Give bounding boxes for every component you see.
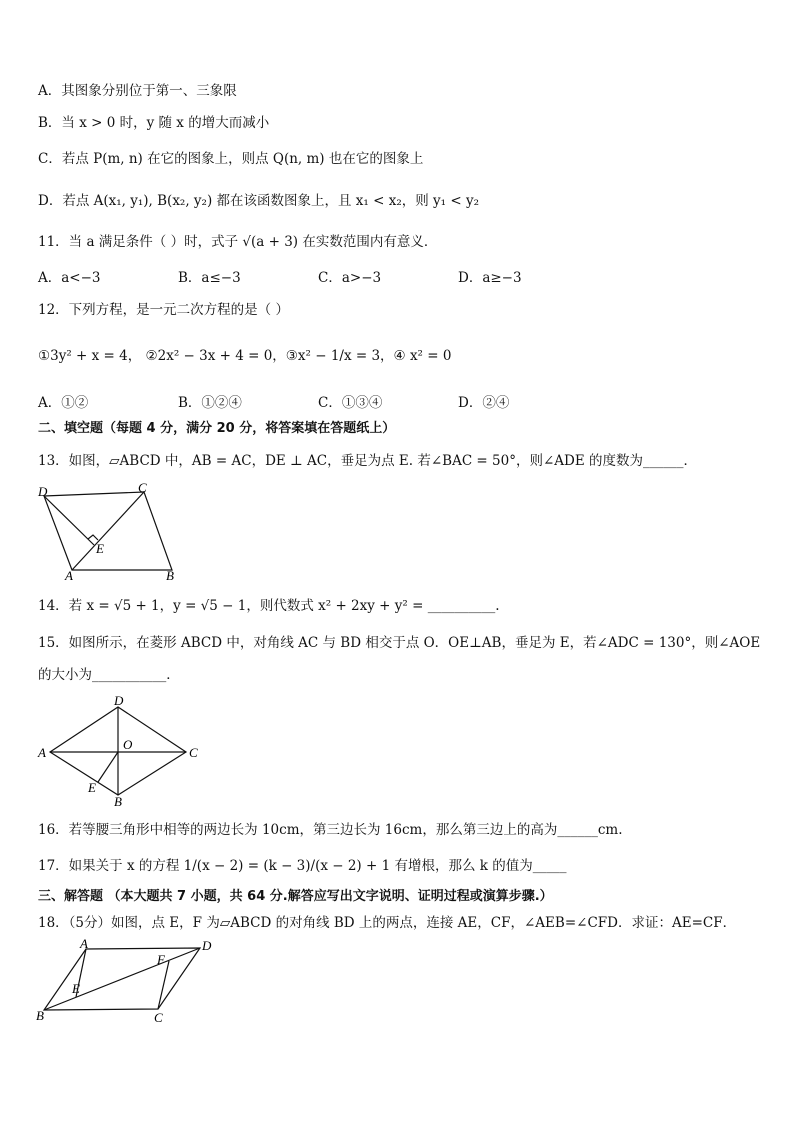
q15-line-1: 15．如图所示，在菱形 ABCD 中，对角线 AC 与 BD 相交于点 O．OE⊥AB，垂足为 E，若∠ADC = 130°，则∠AOE — [38, 635, 761, 651]
q13-parallelogram-figure — [30, 480, 190, 584]
q13-label-d: D — [38, 484, 48, 499]
q18-label-a: A — [80, 936, 88, 951]
q11-option-a: A．a<−3 — [38, 270, 101, 286]
q11-options — [38, 268, 778, 288]
q12-equations: ①3y² + x = 4， ②2x² − 3x + 4 = 0，③x² − 1/x = 3，④ x² = 0 — [38, 348, 452, 364]
q12-stem: 12．下列方程，是一元二次方程的是（ ） — [38, 302, 289, 318]
section-3-heading: 三、解答题 （本大题共 7 小题，共 64 分.解答应写出文字说明、证明过程或演算步骤.） — [38, 889, 553, 904]
q12-options — [38, 393, 778, 413]
q18-label-c: C — [154, 1010, 163, 1025]
q10-option-b: B．当 x > 0 时，y 随 x 的增大而减小 — [38, 115, 270, 131]
q15-label-b: B — [114, 794, 122, 809]
q14-text: 14．若 x = √5 + 1，y = √5 − 1，则代数式 x² + 2xy + y² = __________. — [38, 598, 500, 614]
q11-option-b: B．a≤−3 — [178, 270, 241, 286]
q15-label-c: C — [189, 745, 198, 760]
q10-option-c: C．若点 P(m, n) 在它的图象上，则点 Q(n, m) 也在它的图象上 — [38, 151, 424, 167]
q16-text: 16．若等腰三角形中相等的两边长为 10cm，第三边长为 16cm，那么第三边上的高为______cm. — [38, 822, 623, 838]
q12-option-a: A．①② — [38, 395, 89, 411]
q13-label-a: A — [65, 568, 73, 583]
q13-text: 13．如图，▱ABCD 中，AB = AC，DE ⊥ AC，垂足为点 E. 若∠BAC = 50°，则∠ADE 的度数为______． — [38, 453, 697, 469]
q10-option-a: A．其图象分别位于第一、三象限 — [38, 83, 237, 99]
q18-label-b: B — [36, 1008, 44, 1023]
q15-line-2: 的大小为___________． — [38, 667, 180, 683]
q12-option-d: D．②④ — [458, 395, 510, 411]
q11-option-d: D．a≥−3 — [458, 270, 522, 286]
q15-label-e: E — [88, 780, 96, 795]
q18-label-e: E — [72, 981, 80, 996]
q13-label-c: C — [138, 480, 147, 495]
section-2-heading: 二、填空题（每题 4 分，满分 20 分，将答案填在答题纸上） — [38, 421, 396, 436]
q13-label-b: B — [166, 568, 174, 583]
q18-label-f: F — [157, 952, 165, 967]
q15-label-d: D — [114, 693, 124, 708]
q15-label-a: A — [38, 745, 46, 760]
q18-parallelogram-figure — [32, 936, 222, 1026]
q12-option-b: B．①②④ — [178, 395, 242, 411]
q15-rhombus-figure — [34, 693, 214, 809]
q11-option-c: C．a>−3 — [318, 270, 382, 286]
q13-label-e: E — [96, 541, 104, 556]
q10-option-d: D．若点 A(x₁, y₁), B(x₂, y₂) 都在该函数图象上，且 x₁ < x₂，则 y₁ < y₂ — [38, 193, 480, 209]
q18-text: 18．（5分）如图，点 E，F 为▱ABCD 的对角线 BD 上的两点，连接 AE，CF，∠AEB=∠CFD．求证：AE=CF． — [38, 915, 737, 931]
q11-stem: 11．当 a 满足条件（ ）时，式子 √(a + 3) 在实数范围内有意义． — [38, 234, 438, 250]
q17-text: 17．如果关于 x 的方程 1/(x − 2) = (k − 3)/(x − 2) + 1 有增根，那么 k 的值为_____ — [38, 858, 567, 874]
q12-option-c: C．①③④ — [318, 395, 383, 411]
q18-label-d: D — [202, 938, 212, 953]
q15-label-o: O — [123, 737, 133, 752]
